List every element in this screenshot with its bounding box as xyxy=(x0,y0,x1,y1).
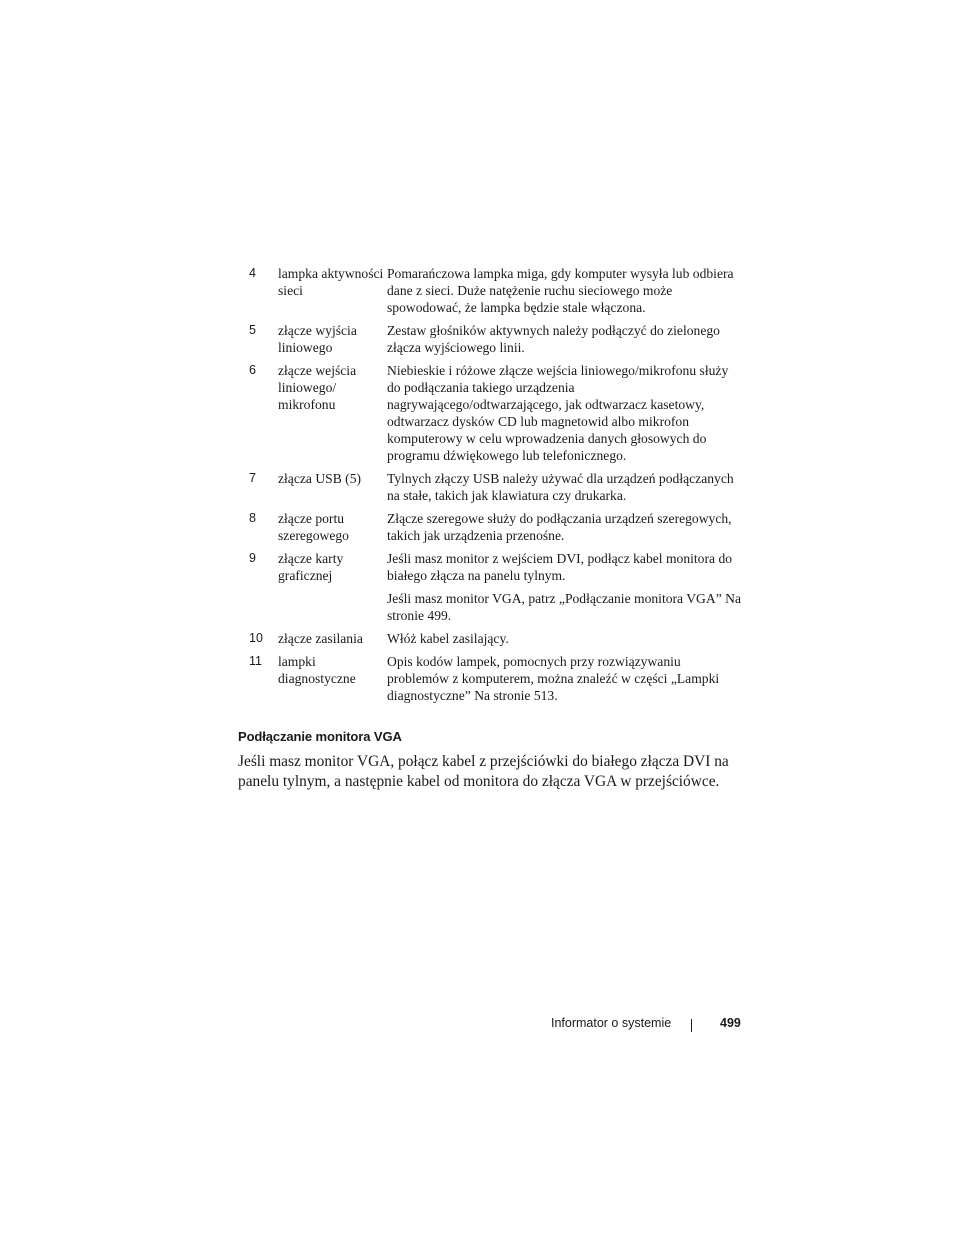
item-description xyxy=(387,470,741,510)
item-description xyxy=(387,653,741,710)
item-description xyxy=(387,322,741,362)
item-description xyxy=(387,550,741,630)
description-paragraph: Niebieskie i różowe złącze wejścia liniowego/mikrofonu służy do podłączania takiego urządzenia nagrywającego/odtwarzającego, jak odtwarzacz kasetowy, odtwarzacz dysków CD lub magnetowid albo mikrofon komputerowy w celu wprowadzenia danych głosowych do programu dźwiękowego lub telefonicznego. xyxy=(387,363,729,463)
item-description xyxy=(387,630,741,653)
connector-table xyxy=(249,265,741,710)
item-number: 8 xyxy=(249,511,256,525)
item-description xyxy=(387,362,741,470)
item-name: złącze zasilania xyxy=(278,631,363,646)
item-name: złącze wejścia liniowego/ mikrofonu xyxy=(278,363,357,412)
item-name: lampki diagnostyczne xyxy=(278,654,356,686)
item-number: 5 xyxy=(249,323,256,337)
footer-separator xyxy=(691,1019,692,1032)
table-row xyxy=(249,653,741,710)
description-paragraph: Tylnych złączy USB należy używać dla urządzeń podłączanych na stałe, takich jak klawiatura czy drukarka. xyxy=(387,471,734,503)
table-row xyxy=(249,510,741,550)
item-name: złącze wyjścia liniowego xyxy=(278,323,357,355)
item-number: 7 xyxy=(249,471,256,485)
item-description xyxy=(387,265,741,322)
item-number: 11 xyxy=(249,654,262,668)
description-paragraph: Zestaw głośników aktywnych należy podłączyć do zielonego złącza wyjściowego linii. xyxy=(387,323,720,355)
item-name: złącza USB (5) xyxy=(278,471,362,486)
item-description xyxy=(387,510,741,550)
section-heading: Podłączanie monitora VGA xyxy=(238,729,402,744)
table-row xyxy=(249,470,741,510)
description-paragraph: Pomarańczowa lampka miga, gdy komputer wysyła lub odbiera dane z sieci. Duże natężenie ruchu sieciowego może spowodować, że lampka będzie stale włączona. xyxy=(387,266,734,315)
item-number: 6 xyxy=(249,363,256,377)
description-paragraph: Jeśli masz monitor z wejściem DVI, podłącz kabel monitora do białego złącza na panelu tylnym. xyxy=(387,551,733,583)
table-row xyxy=(249,630,741,653)
table-row xyxy=(249,322,741,362)
description-paragraph: Jeśli masz monitor VGA, patrz „Podłączanie monitora VGA” Na stronie 499. xyxy=(387,591,741,623)
description-paragraph: Opis kodów lampek, pomocnych przy rozwiązywaniu problemów z komputerem, można znaleźć w części „Lampki diagnostyczne” Na stronie 513. xyxy=(387,654,720,703)
item-name: złącze karty graficznej xyxy=(278,551,344,583)
description-paragraph: Złącze szeregowe służy do podłączania urządzeń szeregowych, takich jak urządzenia przenośne. xyxy=(387,511,732,543)
item-number: 9 xyxy=(249,551,256,565)
item-name: złącze portu szeregowego xyxy=(278,511,349,543)
item-number: 4 xyxy=(249,266,256,280)
body-paragraph: Jeśli masz monitor VGA, połącz kabel z przejściówki do białego złącza DVI na panelu tylnym, a następnie kabel od monitora do złącza VGA w przejściówce. xyxy=(238,753,729,790)
item-number: 10 xyxy=(249,631,263,645)
item-name: lampka aktywności sieci xyxy=(278,266,384,298)
page-number: 499 xyxy=(720,1016,741,1030)
footer-label: Informator o systemie xyxy=(551,1016,672,1030)
description-paragraph: Włóż kabel zasilający. xyxy=(387,631,509,646)
table-row xyxy=(249,550,741,630)
table-row xyxy=(249,265,741,322)
table-row xyxy=(249,362,741,470)
